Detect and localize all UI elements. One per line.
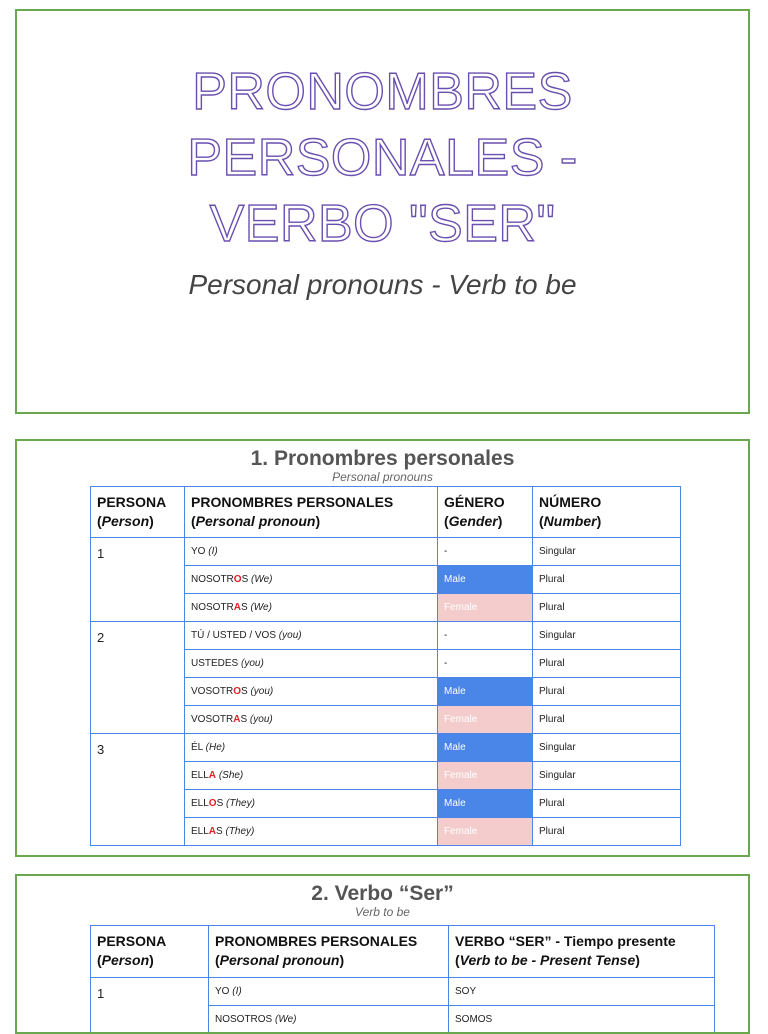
persona-cell: 1 [91, 978, 209, 1034]
header-numero: NÚMERO (Number) [533, 487, 681, 538]
persona-cell: 2 [91, 622, 185, 734]
cover-subtitle: Personal pronouns - Verb to be [188, 269, 577, 300]
pronoun-cell: ÉL (He) [185, 734, 438, 762]
gender-cell: Female [438, 762, 533, 790]
pronoun-cell: VOSOTRAS (you) [185, 706, 438, 734]
gender-cell: Male [438, 734, 533, 762]
gender-cell: Female [438, 706, 533, 734]
pronoun-cell: TÚ / USTED / VOS (you) [185, 622, 438, 650]
header-pronombres: PRONOMBRES PERSONALES (Personal pronoun) [185, 487, 438, 538]
number-cell: Plural [533, 650, 681, 678]
section1-subtitle: Personal pronouns [332, 470, 433, 484]
header-persona: PERSONA (Person) [91, 926, 209, 978]
gender-cell: Male [438, 790, 533, 818]
number-cell: Singular [533, 734, 681, 762]
table-row [91, 978, 715, 1006]
number-cell: Plural [533, 566, 681, 594]
section2-subtitle: Verb to be [355, 905, 410, 919]
cover-title-line1: PRONOMBRES PERSONALES - [187, 63, 578, 187]
pronoun-cell: NOSOTROS (We) [209, 1006, 449, 1034]
number-cell: Singular [533, 622, 681, 650]
verb-cell: SOY [449, 978, 715, 1006]
gender-cell: Female [438, 594, 533, 622]
pronouns-slide [15, 439, 750, 857]
persona-cell: 1 [91, 538, 185, 622]
pronoun-cell: ELLA (She) [185, 762, 438, 790]
header-verbo: VERBO “SER” - Tiempo presente (Verb to be - Present Tense) [449, 926, 715, 978]
gender-cell: - [438, 650, 533, 678]
cover-title [17, 59, 748, 257]
section1-title: 1. Pronombres personales [250, 447, 515, 470]
gender-cell: Female [438, 818, 533, 846]
header-genero: GÉNERO (Gender) [438, 487, 533, 538]
number-cell: Plural [533, 818, 681, 846]
cover-slide [15, 9, 750, 414]
number-cell: Singular [533, 762, 681, 790]
pronoun-cell: USTEDES (you) [185, 650, 438, 678]
gender-cell: - [438, 538, 533, 566]
number-cell: Singular [533, 538, 681, 566]
gender-cell: Male [438, 566, 533, 594]
pronoun-cell: NOSOTROS (We) [185, 566, 438, 594]
number-cell: Plural [533, 594, 681, 622]
cover-title-line2: VERBO "SER" [209, 195, 556, 253]
table-row [91, 734, 681, 762]
pronouns-table [90, 486, 681, 846]
pronoun-cell: ELLOS (They) [185, 790, 438, 818]
gender-cell: - [438, 622, 533, 650]
table-row [91, 622, 681, 650]
number-cell: Plural [533, 790, 681, 818]
pronoun-cell: YO (I) [185, 538, 438, 566]
header-pronombres: PRONOMBRES PERSONALES (Personal pronoun) [209, 926, 449, 978]
gender-cell: Male [438, 678, 533, 706]
pronoun-cell: VOSOTROS (you) [185, 678, 438, 706]
pronoun-cell: YO (I) [209, 978, 449, 1006]
verb-ser-slide [15, 874, 750, 1034]
table-row [91, 538, 681, 566]
pronoun-cell: ELLAS (They) [185, 818, 438, 846]
number-cell: Plural [533, 706, 681, 734]
verb-cell: SOMOS [449, 1006, 715, 1034]
section2-title: 2. Verbo “Ser” [311, 882, 454, 905]
persona-cell: 3 [91, 734, 185, 846]
verb-ser-table [90, 925, 715, 1034]
number-cell: Plural [533, 678, 681, 706]
pronoun-cell: NOSOTRAS (We) [185, 594, 438, 622]
header-persona: PERSONA (Person) [91, 487, 185, 538]
